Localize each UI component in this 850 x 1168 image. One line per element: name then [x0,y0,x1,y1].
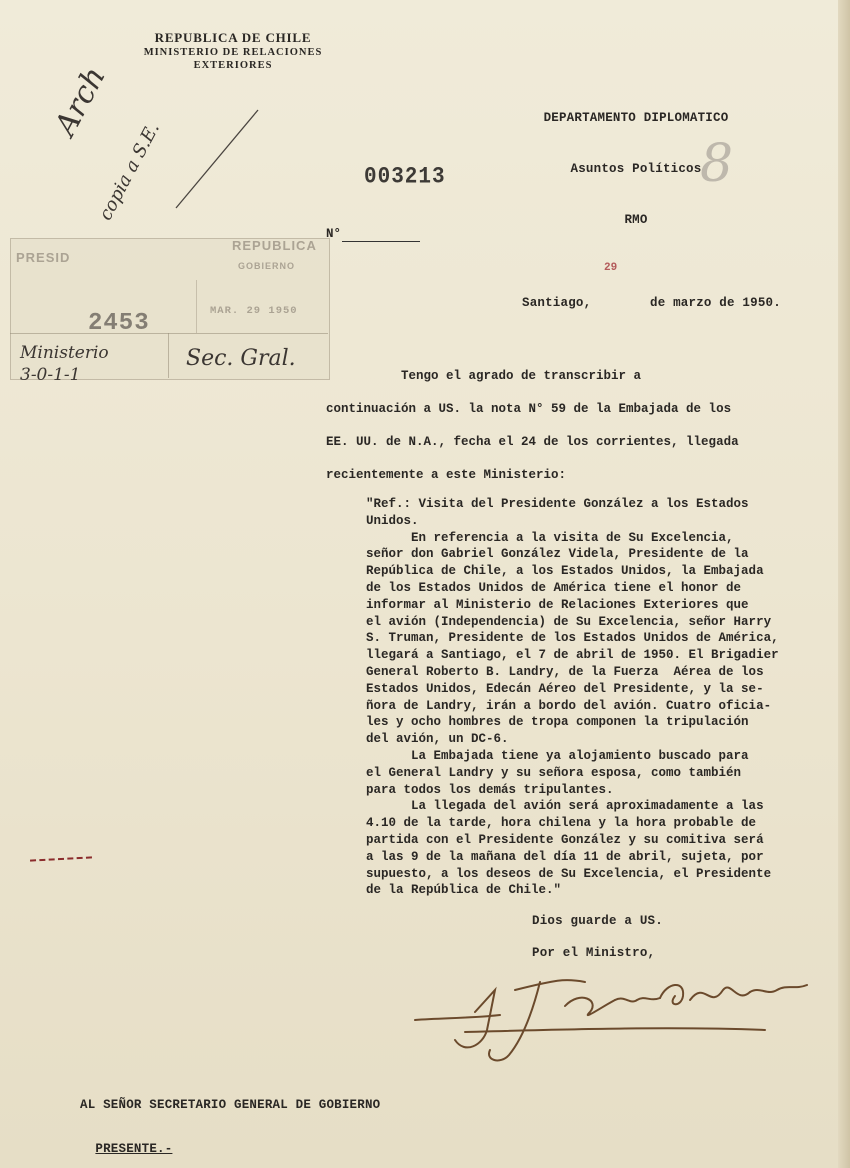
paper-edge [838,0,850,1168]
red-mark: 29 [604,262,618,274]
signature [405,960,815,1070]
body-line: recientemente a este Ministerio: [326,468,567,482]
closing-greeting: Dios guarde a US. [532,914,663,928]
handwritten-copy-note: copia a S.E. [95,119,164,224]
number-label: N° [326,227,342,241]
date-place: Santiago, [522,296,592,310]
date-text: de marzo de 1950. [650,296,781,310]
letterhead-ministry: MINISTERIO DE RELACIONES [143,47,323,58]
stamp-republica-text: REPUBLICA [232,238,317,253]
body-line: continuación a US. la nota N° 59 de la Embajada de los [326,402,732,416]
presente-text: PRESENTE.- [95,1142,173,1156]
handwritten-ministerio [20,342,109,386]
stamp-divider [10,333,328,334]
addressee: AL SEÑOR SECRETARIO GENERAL DE GOBIERNO [80,1098,381,1112]
pencil-stroke [172,108,262,213]
handwritten-ministerio-code: 3-0-1-1 [20,365,81,385]
letterhead-exteriores: EXTERIORES [193,60,273,71]
department-initials: RMO [624,213,648,227]
stamp-divider-vertical [168,333,169,378]
stamp-subtitle-text: GOBIERNO [238,261,296,271]
presente [80,1128,172,1156]
handwritten-ministerio-word: Ministerio [20,343,109,363]
body-line: Tengo el agrado de transcribir a [326,369,642,383]
handwritten-sec-gral: Sec. Gral. [186,346,296,371]
letterhead-republic: REPUBLICA DE CHILE [154,30,312,45]
date-line [522,296,781,338]
document-number: 003213 [364,164,446,191]
quoted-note: "Ref.: Visita del Presidente González a los Estados Unidos. En referencia a la visita de Su Excelencia, señor don Gabriel González Videla, Presidente de la República de Chile, a los Estados Unidos, la Embajada de los Estados Unidos de América tiene el honor de informar al Ministerio de Relaciones Exteriores que el avión (Independencia) de Su Excelencia, señor Harry S. Truman, Presidente de los Estados Unidos de América, llegará a Santiago, el 7 de abril de 1950. El Brigadier General Roberto B. Landry, de la Fuerza Aérea de los Estados Unidos, Edecán Aéreo del Presidente, y la se- ñora de Landry, irán a bordo del avión. Cuatro oficia- les y ocho hombres de tropa componen la tripulación del avión, un DC-6. La Embajada tiene ya alojamiento buscado para el General Landry y su señora esposa, como también para todos los demás tripulantes. La llegada del avión será aproximadamente a las 4.10 de la tarde, hora chilena y la hora probable de partida con el Presidente González y su comitiva será a las 9 de la mañana del día 11 de abril, sujeta, por supuesto, a los deseos de Su Excelencia, el Presidente de la República de Chile." [366,497,779,898]
stamp-divider-vertical-2 [196,280,197,333]
stamp-date: MAR. 29 1950 [210,305,298,317]
body-line: EE. UU. de N.A., fecha el 24 de los corrientes, llegada [326,435,739,449]
stamp-presid-text: PRESID [16,250,71,265]
letterhead [108,30,358,72]
handwritten-archive-note: Arch [48,61,113,142]
stamp-number: 2453 [88,310,150,337]
body-paragraph [326,360,806,492]
department-section: Asuntos Políticos [570,162,702,176]
number-underline [342,241,420,242]
department-name: DEPARTAMENTO DIPLOMATICO [543,111,729,125]
pencil-mark: 8 [700,134,734,194]
closing-signer: Por el Ministro, [532,946,656,960]
